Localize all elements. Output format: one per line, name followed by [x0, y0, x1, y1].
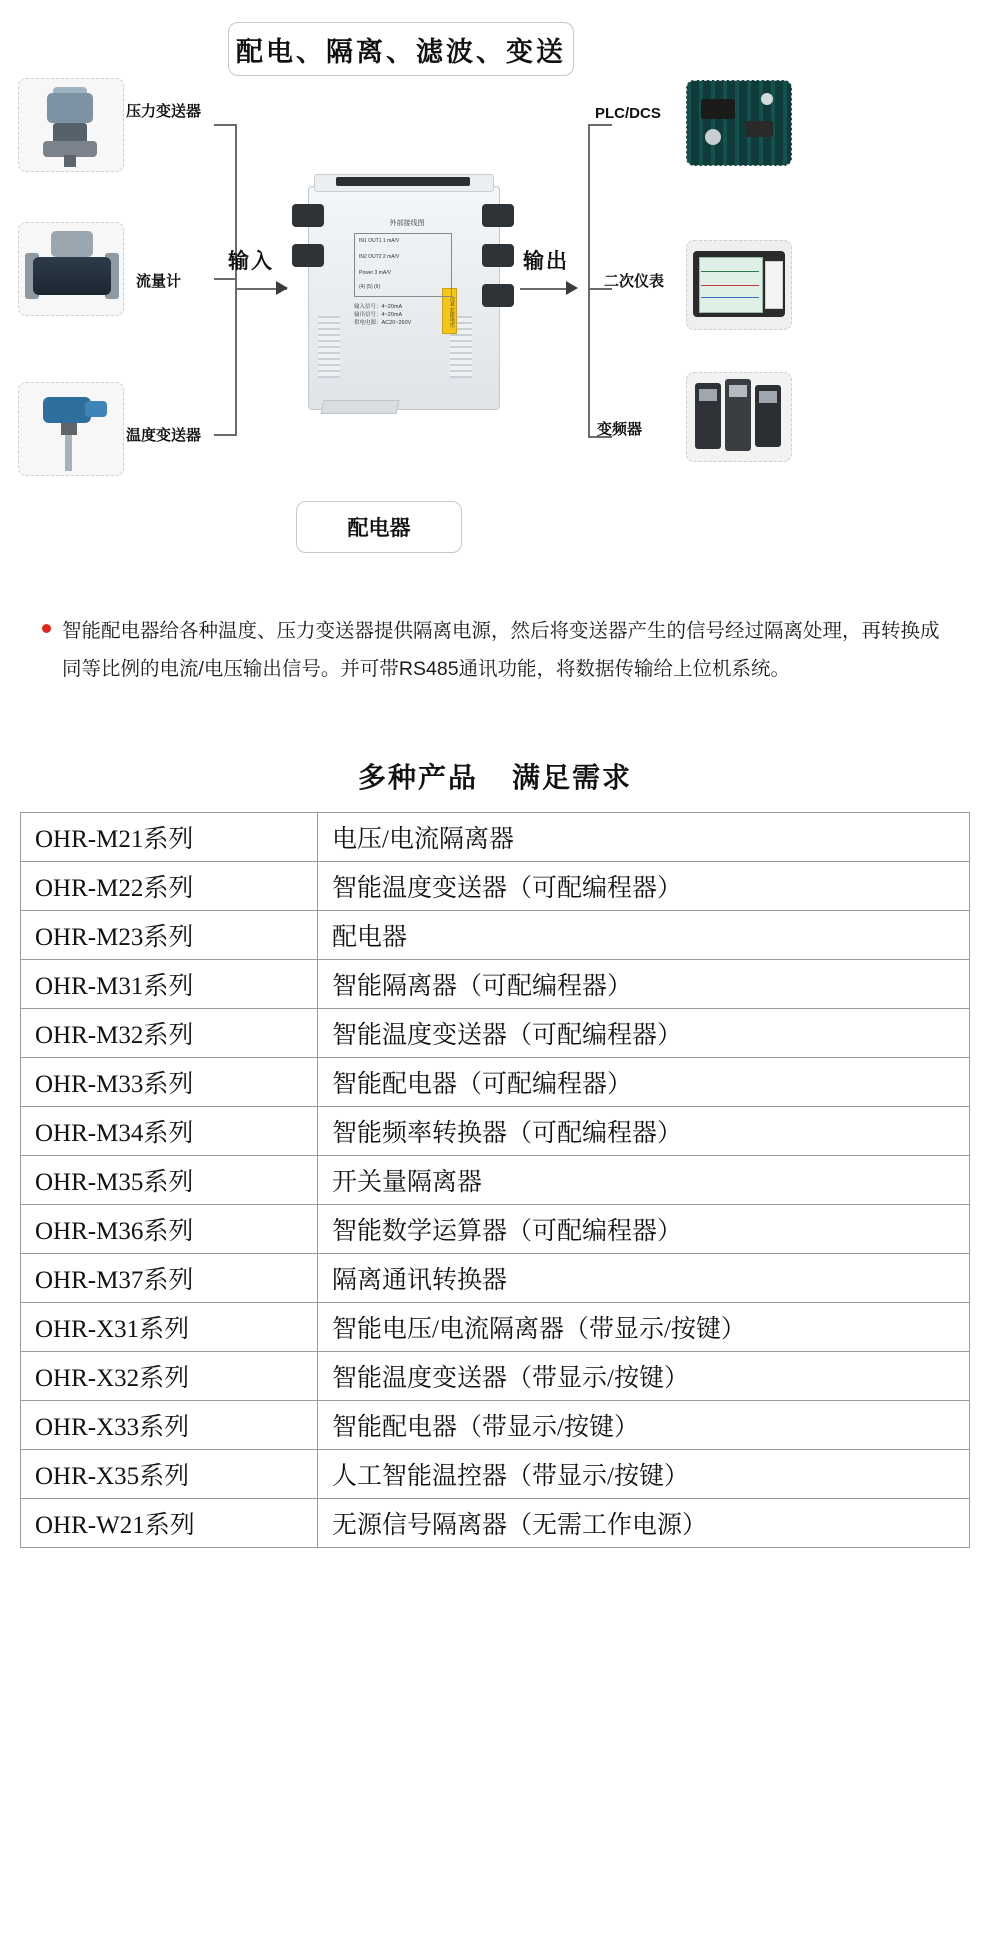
connector-line	[235, 124, 237, 436]
pressure-transmitter-photo	[18, 78, 124, 172]
table-row	[21, 1401, 970, 1450]
product-code: OHR-X31系列	[21, 1303, 318, 1352]
power-distributor-device	[292, 168, 514, 420]
product-code: OHR-M34系列	[21, 1107, 318, 1156]
warning-label: 注意 危险电压	[442, 288, 457, 334]
device-note-1: 输入信号：4~20mA	[354, 303, 403, 310]
label-temperature-transmitter: 温度变送器	[126, 427, 202, 444]
connector-line	[214, 124, 236, 126]
table-row	[21, 1499, 970, 1548]
output-arrow	[566, 281, 578, 295]
table-row	[21, 1009, 970, 1058]
connector-line	[588, 124, 590, 436]
table-row	[21, 1205, 970, 1254]
input-arrow	[276, 281, 288, 295]
product-name: 配电器	[318, 911, 970, 960]
product-table	[20, 812, 970, 1548]
product-code: OHR-M22系列	[21, 862, 318, 911]
product-name: 智能配电器（带显示/按键）	[318, 1401, 970, 1450]
table-row	[21, 911, 970, 960]
table-row	[21, 1254, 970, 1303]
product-name: 智能数学运算器（可配编程器）	[318, 1205, 970, 1254]
faceplate-row-1: IN1 OUT1 1 mA/V	[359, 237, 400, 244]
product-code: OHR-M36系列	[21, 1205, 318, 1254]
table-row	[21, 1352, 970, 1401]
label-output: 输出	[523, 250, 569, 273]
faceplate-row-2: IN2 OUT2 2 mA/V	[359, 253, 400, 260]
product-code: OHR-M23系列	[21, 911, 318, 960]
system-diagram	[0, 0, 990, 590]
plc-board-photo	[686, 80, 792, 166]
product-name: 隔离通讯转换器	[318, 1254, 970, 1303]
table-row	[21, 862, 970, 911]
table-row	[21, 1156, 970, 1205]
connector-line	[588, 124, 612, 126]
product-code: OHR-X33系列	[21, 1401, 318, 1450]
diagram-title: 配电、隔离、滤波、变送	[228, 22, 574, 76]
product-code: OHR-M32系列	[21, 1009, 318, 1058]
device-note-2: 输出信号：4~20mA	[354, 312, 403, 318]
flow-meter-photo	[18, 222, 124, 316]
table-row	[21, 1450, 970, 1499]
section-heading-right: 满足需求	[512, 762, 633, 793]
table-row	[21, 960, 970, 1009]
product-code: OHR-M21系列	[21, 813, 318, 862]
product-name: 智能隔离器（可配编程器）	[318, 960, 970, 1009]
description-text: 智能配电器给各种温度、压力变送器提供隔离电源，然后将变送器产生的信号经过隔离处理，再转换成同等比例的电流/电压输出信号。并可带RS485通讯功能，将数据传输给上位机系统。	[62, 620, 940, 681]
product-name: 智能电压/电流隔离器（带显示/按键）	[318, 1303, 970, 1352]
label-secondary-instrument: 二次仪表	[604, 273, 665, 290]
faceplate-row-4: (4) (5) (6)	[359, 283, 381, 290]
label-pressure-transmitter: 压力变送器	[126, 103, 202, 120]
table-row	[21, 1303, 970, 1352]
product-name: 开关量隔离器	[318, 1156, 970, 1205]
temperature-transmitter-photo	[18, 382, 124, 476]
product-code: OHR-W21系列	[21, 1499, 318, 1548]
faceplate-title: 外部接线图	[389, 220, 425, 227]
product-code: OHR-M35系列	[21, 1156, 318, 1205]
product-name: 电压/电流隔离器	[318, 813, 970, 862]
device-note-3: 供电电源：AC20~260V	[354, 320, 412, 327]
product-code: OHR-M33系列	[21, 1058, 318, 1107]
bullet-icon	[42, 624, 51, 633]
product-name: 智能温度变送器（带显示/按键）	[318, 1352, 970, 1401]
inverter-photo	[686, 372, 792, 462]
product-name: 智能温度变送器（可配编程器）	[318, 1009, 970, 1058]
device-faceplate	[354, 220, 460, 360]
product-code: OHR-X32系列	[21, 1352, 318, 1401]
connector-line	[214, 278, 236, 280]
table-row	[21, 1058, 970, 1107]
label-input: 输入	[228, 250, 274, 273]
connector-line	[214, 434, 236, 436]
product-name: 人工智能温控器（带显示/按键）	[318, 1450, 970, 1499]
table-row	[21, 1107, 970, 1156]
product-name: 智能频率转换器（可配编程器）	[318, 1107, 970, 1156]
product-name: 智能温度变送器（可配编程器）	[318, 862, 970, 911]
product-name: 无源信号隔离器（无需工作电源）	[318, 1499, 970, 1548]
label-plc-dcs: PLC/DCS	[595, 105, 661, 122]
diagram-bottom-label: 配电器	[296, 501, 462, 553]
product-code: OHR-M31系列	[21, 960, 318, 1009]
product-name: 智能配电器（可配编程器）	[318, 1058, 970, 1107]
product-code: OHR-M37系列	[21, 1254, 318, 1303]
paperless-recorder-photo	[686, 240, 792, 330]
label-flow-meter: 流量计	[136, 273, 182, 290]
table-row	[21, 813, 970, 862]
description-block	[40, 612, 950, 688]
label-inverter: 变频器	[597, 421, 643, 438]
section-heading	[0, 756, 990, 796]
section-heading-left: 多种产品	[357, 762, 478, 793]
faceplate-row-3: Power 3 mA/V	[359, 269, 391, 276]
product-code: OHR-X35系列	[21, 1450, 318, 1499]
